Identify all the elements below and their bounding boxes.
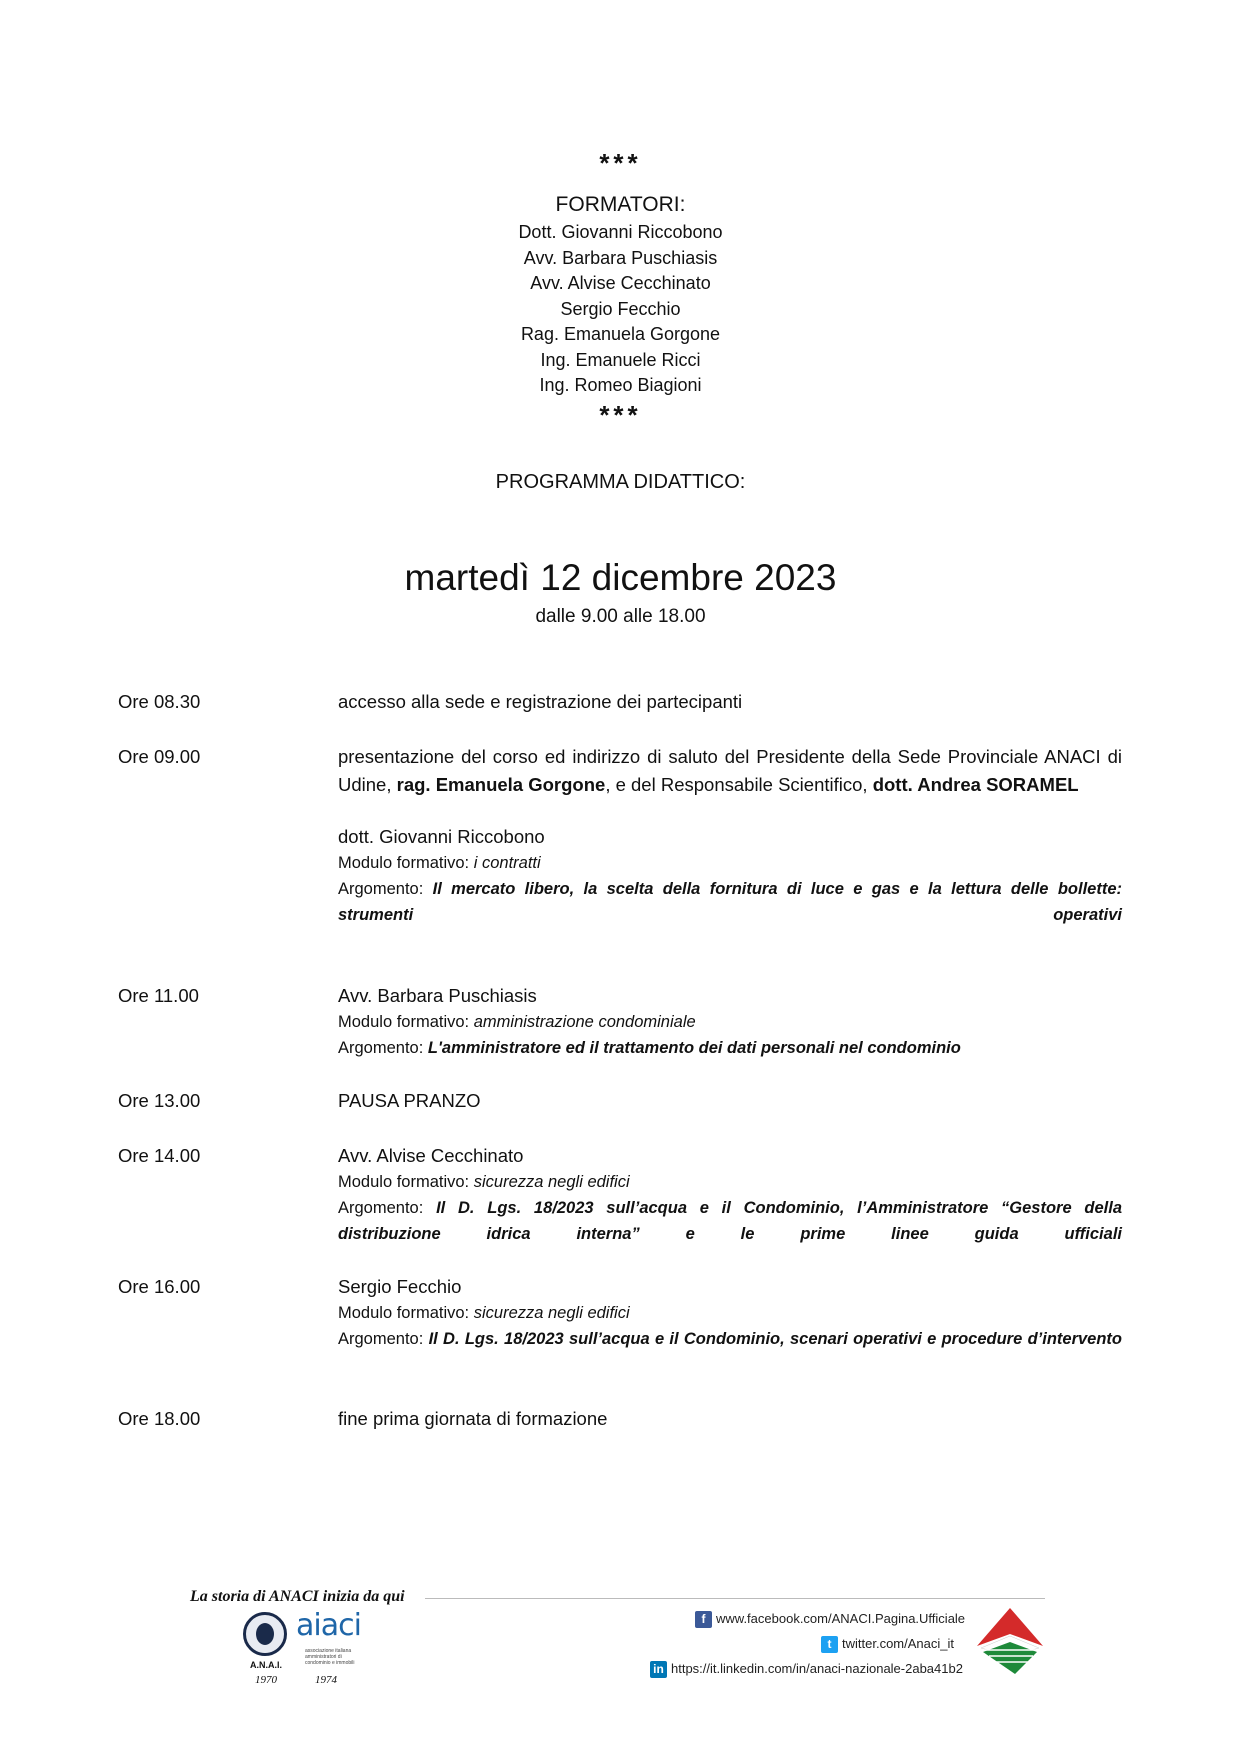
twitter-url[interactable]: twitter.com/Anaci_it <box>842 1636 954 1651</box>
schedule-time: Ore 14.00 <box>118 1145 201 1166</box>
aiaci-subtitle: associazione italiana amministratori di condominio e immobili <box>305 1648 355 1666</box>
schedule-time: Ore 13.00 <box>118 1090 201 1111</box>
schedule-content <box>338 1273 1122 1352</box>
schedule-time: Ore 18.00 <box>118 1408 201 1429</box>
schedule-text: PAUSA PRANZO <box>338 1090 481 1111</box>
facebook-icon: f <box>695 1611 712 1628</box>
day-title: martedì 12 dicembre 2023 <box>404 557 837 598</box>
trainer-name: Avv. Barbara Puschiasis <box>523 247 718 268</box>
linkedin-icon: in <box>650 1661 667 1678</box>
schedule-content <box>338 1142 1122 1247</box>
trainer-name: Ing. Romeo Biagioni <box>539 375 702 395</box>
aiaci-year: 1974 <box>315 1674 337 1686</box>
scientific-head-name: dott. Andrea SORAMEL <box>872 774 1079 795</box>
anai-year: 1970 <box>255 1674 277 1686</box>
anai-logo-icon <box>243 1612 287 1656</box>
trainer-name: Rag. Emanuela Gorgone <box>520 324 721 344</box>
modulo-value: i contratti <box>473 854 541 872</box>
trainer-name: Avv. Alvise Cecchinato <box>530 273 711 293</box>
modulo-value: sicurezza negli edifici <box>473 1173 630 1191</box>
president-name: rag. Emanuela Gorgone <box>396 774 606 795</box>
facebook-link[interactable] <box>695 1611 965 1628</box>
anai-label: A.N.A.I. <box>249 1660 282 1670</box>
modulo-line: Modulo formativo: amministrazione condominiale <box>338 1013 696 1031</box>
argomento-line: Argomento: Il D. Lgs. 18/2023 sull’acqua e il Condominio, l’Amministratore “Gestore della distribuzione idrica interna” e le prime linee guida ufficiali <box>338 1199 1123 1243</box>
speaker-name: Sergio Fecchio <box>338 1276 462 1297</box>
schedule-time: Ore 09.00 <box>118 746 201 767</box>
linkedin-link[interactable] <box>650 1661 963 1678</box>
aiaci-logo: aiaci <box>296 1608 361 1643</box>
speaker-name: Avv. Barbara Puschiasis <box>338 985 537 1006</box>
schedule-text: accesso alla sede e registrazione dei partecipanti <box>338 691 743 712</box>
modulo-line: Modulo formativo: sicurezza negli edifici <box>338 1304 630 1322</box>
facebook-url[interactable]: www.facebook.com/ANACI.Pagina.Ufficiale <box>716 1611 966 1626</box>
trainer-name: Ing. Emanuele Ricci <box>540 349 701 370</box>
anaci-wing-logo-icon <box>975 1606 1045 1676</box>
trainers-list <box>0 220 1241 399</box>
footer-motto: La storia di ANACI inizia da qui <box>190 1588 405 1605</box>
schedule-time: Ore 16.00 <box>118 1276 201 1297</box>
speaker-name: Avv. Alvise Cecchinato <box>338 1145 524 1166</box>
modulo-line: Modulo formativo: i contratti <box>338 854 541 872</box>
argomento-line: Argomento: Il D. Lgs. 18/2023 sull’acqua e il Condominio, scenari operativi e procedure d’intervento <box>338 1330 1122 1348</box>
intro-paragraph: presentazione del corso ed indirizzo di saluto del Presidente della Sede Provinciale ANACI di Udine, rag. Emanuela Gorgone, e del Responsabile Scientifico, dott. Andrea SORAMEL <box>338 746 1122 795</box>
modulo-value: sicurezza negli edifici <box>473 1304 630 1322</box>
trainer-name: Dott. Giovanni Riccobono <box>518 222 723 242</box>
argomento-value: Il D. Lgs. 18/2023 sull’acqua e il Condominio, l’Amministratore “Gestore della distribuzione idrica interna” e le prime linee guida ufficiali <box>338 1199 1123 1243</box>
argomento-value: Il D. Lgs. 18/2023 sull’acqua e il Condominio, scenari operativi e procedure d’intervento <box>428 1330 1122 1348</box>
twitter-icon: t <box>821 1636 838 1653</box>
argomento-line: Argomento: Il mercato libero, la scelta della fornitura di luce e gas e la lettura delle bollette: strumenti operativi <box>338 880 1122 924</box>
linkedin-url[interactable]: https://it.linkedin.com/in/anaci-nazionale-2aba41b2 <box>671 1661 963 1676</box>
footer-divider <box>425 1598 1045 1599</box>
speaker-name: dott. Giovanni Riccobono <box>338 826 545 847</box>
trainer-name: Sergio Fecchio <box>560 298 681 319</box>
programma-title: PROGRAMMA DIDATTICO: <box>495 471 746 493</box>
schedule-text: fine prima giornata di formazione <box>338 1408 608 1429</box>
stars-separator-bottom: *** <box>599 400 642 430</box>
modulo-line: Modulo formativo: sicurezza negli edifici <box>338 1173 630 1191</box>
argomento-value: L'amministratore ed il trattamento dei dati personali nel condominio <box>427 1039 961 1057</box>
argomento-value: Il mercato libero, la scelta della fornitura di luce e gas e la lettura delle bollette: strumenti operativi <box>338 880 1122 924</box>
formatori-title: FORMATORI: <box>555 193 686 216</box>
schedule-content <box>338 743 1122 928</box>
schedule-time: Ore 08.30 <box>118 691 201 712</box>
schedule-time: Ore 11.00 <box>118 985 199 1006</box>
modulo-value: amministrazione condominiale <box>473 1013 696 1031</box>
argomento-line: Argomento: L'amministratore ed il trattamento dei dati personali nel condominio <box>338 1039 961 1057</box>
day-subtitle: dalle 9.00 alle 18.00 <box>535 606 706 627</box>
schedule-content <box>338 982 1122 1061</box>
twitter-link[interactable] <box>821 1636 954 1653</box>
stars-separator-top: *** <box>599 148 642 178</box>
